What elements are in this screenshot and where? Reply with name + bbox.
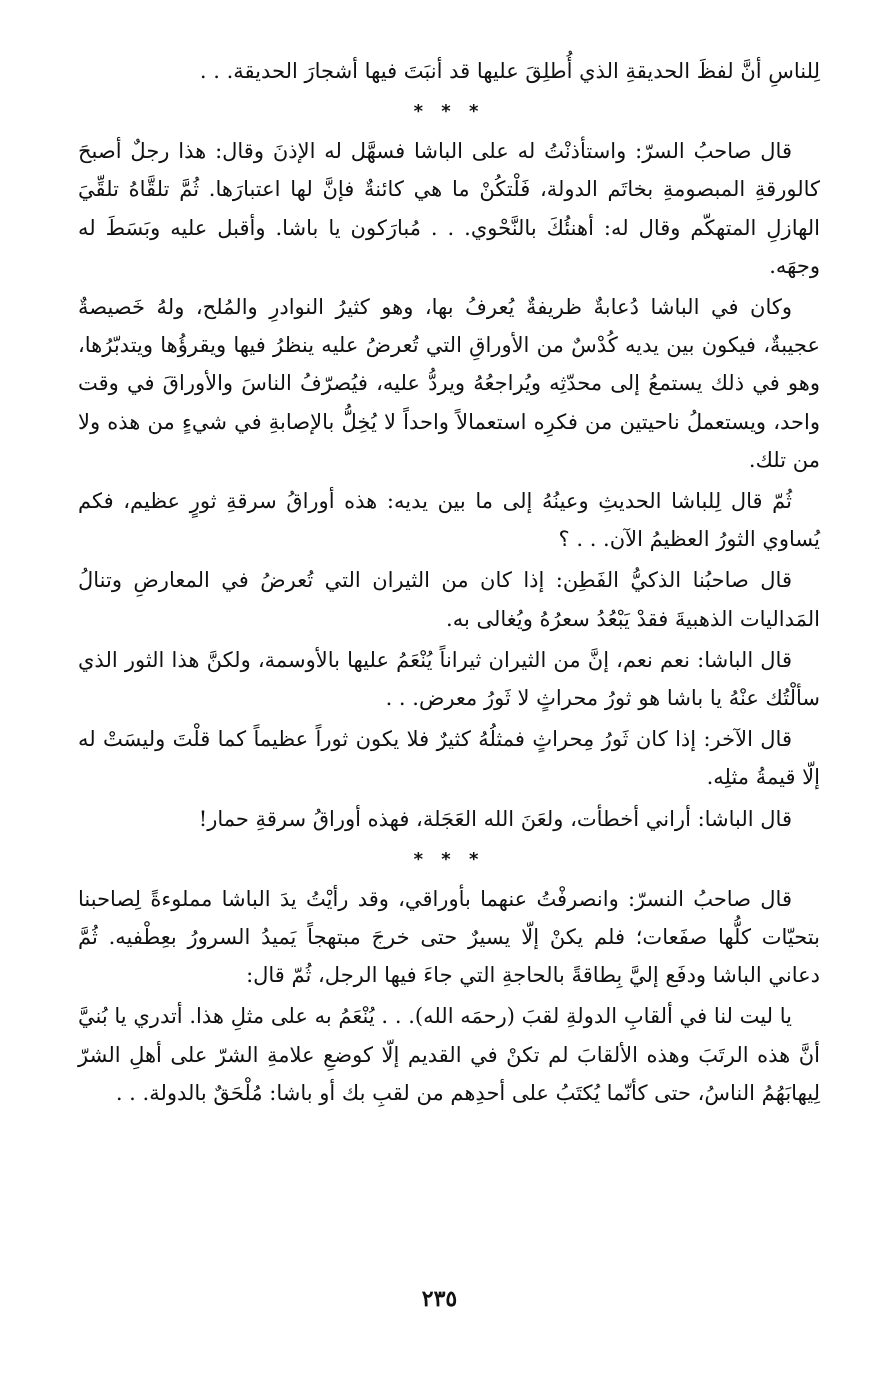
- paragraph: قال صاحبُنا الذكيُّ الفَطِن: إذا كان من الثيران التي تُعرضُ في المعارضِ وتنالُ المَداليات الذهبيةَ فقدْ يَبْعُدُ سعرُهُ ويُغالى به.: [78, 568, 820, 631]
- section-separator: * * *: [413, 101, 485, 123]
- paragraph: قال صاحبُ النسرّ: وانصرفْتُ عنهما بأوراقي، وقد رأيْتُ يدَ الباشا مملوءةً لِصاحبنا بتحيّات كلُّها صفَعات؛ فلم يكنْ إلّا يسيرٌ حتى خرجَ مبتهجاً يَميدُ السرورُ بعِطْفيه. ثُمَّ دعاني الباشا ودفَع إليَّ بِطاقةً بالحاجةِ التي جاءَ فيها الرجل، ثُمّ قال:: [78, 886, 820, 988]
- paragraph: قال الباشا: أراني أخطأت، ولعَنَ الله العَجَلة، فهذه أوراقُ سرقةِ حمار!: [198, 806, 792, 831]
- section-separator: * * *: [413, 848, 485, 870]
- paragraph: ثُمّ قال لِلباشا الحديثِ وعينُهُ إلى ما بين يديه: هذه أوراقُ سرقةِ ثورٍ عظيم، فكم يُساوي الثورُ العظيمُ الآن. . . ؟: [78, 489, 820, 552]
- paragraph: قال صاحبُ السرّ: واستأذنْتُ له على الباشا فسهَّل له الإذنَ وقال: هذا رجلٌ أصبحَ كالورقةِ المبصومةِ بخاتَم الدولة، فَلْتكُنْ ما هي كائنةٌ فإنَّ لها اعتبارَها. ثُمَّ تلقَّاهُ تلقِّيَ الهازلِ المتهكّم وقال له: أهنئُكَ بالنَّحْوي. . . مُبارَكون يا باشا. وأقبل عليه وبَسَطَ له وجهَه.: [78, 139, 820, 278]
- paragraph: قال الآخر: إذا كان ثَورُ مِحراثٍ فمثلُهُ كثيرٌ فلا يكون ثوراً عظيماً كما قلْتَ وليسَتْ له إلّا قيمةُ مثلِه.: [78, 727, 820, 790]
- paragraph: قال الباشا: نعم نعم، إنَّ من الثيران ثيراناً يُنْعَمُ عليها بالأوسمة، ولكنَّ هذا الثور الذي سألْتُك عنْهُ يا باشا هو ثورُ محراثٍ لا ثَورُ معرض. . .: [78, 647, 820, 711]
- page-body: [78, 52, 820, 1115]
- paragraph-continuation: لِلناسِ أنَّ لفظَ الحديقةِ الذي أُطلِقَ عليها قد أنبَتَ فيها أشجارَ الحديقة. . .: [199, 59, 820, 83]
- page-number: ٢٣٥: [421, 1286, 458, 1312]
- paragraph: وكان في الباشا دُعابةٌ ظريفةٌ يُعرفُ بها، وهو كثيرُ النوادرِ والمُلح، ولهُ خَصيصةٌ عجيبةٌ، فيكون بين يديه كُدْسٌ من الأوراقِ التي تُعرضُ عليه ينظرُ فيها ويقرؤُها ويتدبّرُها، وهو في ذلك يستمعُ إلى محدّثِه ويُراجعُهُ ويردُّ عليه، فيُصرّفُ الناسَ والأوراقَ في وقت واحد، ويستعملُ ناحيتين من فكرِه استعمالاً واحداً لا يُخِلُّ بالإصابةِ في شيءٍ من هذه ولا من تلك.: [78, 295, 820, 472]
- paragraph: يا ليت لنا في ألقابِ الدولةِ لقبَ (رحمَه الله). . . يُنْعَمُ به على مثلِ هذا. أتدري يا بُنيَّ أنَّ هذه الرتَبَ وهذه الألقابَ لم تكنْ في القديم إلّا كوضعِ علامةِ الشرّ على أهلِ الشرّ لِيهابَهُمُ الناسُ، حتى كأنّما يُكتَبُ على أحدِهم من لقبِ بك أو باشا: مُلْحَقٌ بالدولة. . .: [78, 1004, 820, 1105]
